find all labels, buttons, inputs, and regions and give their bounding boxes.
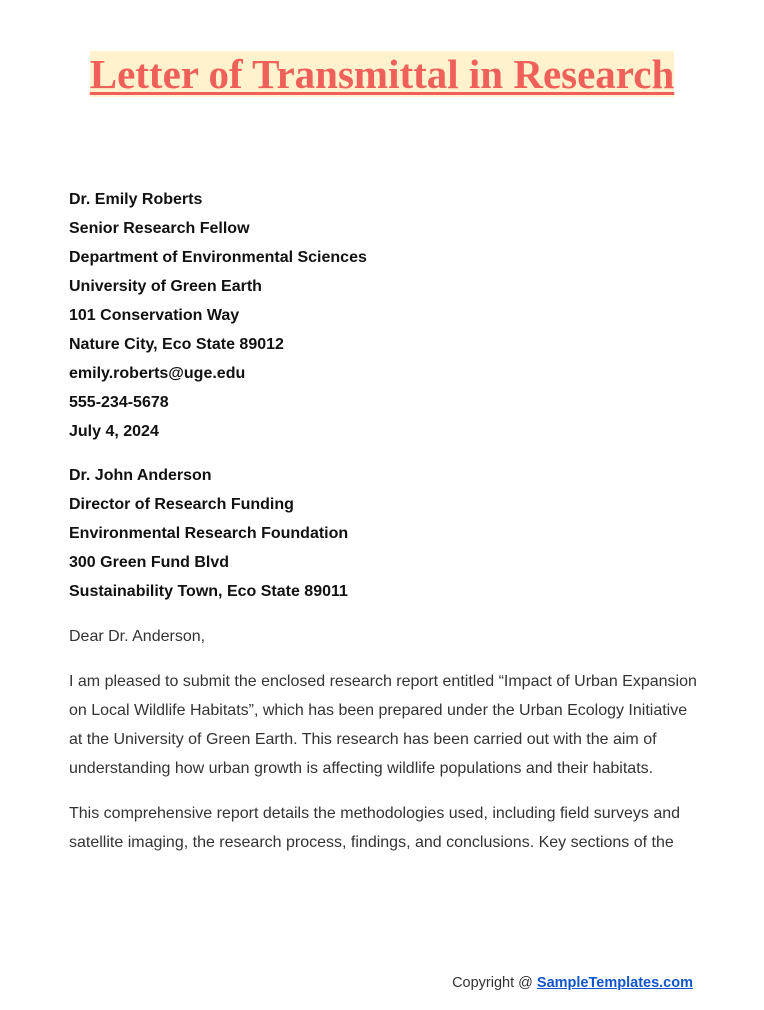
recipient-block [69, 461, 699, 606]
sender-city: Nature City, Eco State 89012 [69, 336, 284, 353]
recipient-position: Director of Research Funding [69, 496, 294, 513]
sender-email: emily.roberts@uge.edu [69, 365, 246, 382]
body-paragraph: This comprehensive report details the methodologies used, including field surveys and satellite imaging, the research process, findings, and conclusions. Key sections of the [69, 805, 681, 851]
letter-body [69, 185, 699, 857]
sender-department: Department of Environmental Sciences [69, 249, 367, 266]
sender-institution: University of Green Earth [69, 278, 262, 295]
recipient-name: Dr. John Anderson [69, 467, 212, 484]
recipient-city: Sustainability Town, Eco State 89011 [69, 583, 348, 600]
title-container [0, 50, 764, 99]
body-paragraph: I am pleased to submit the enclosed research report entitled “Impact of Urban Expansion on Local Wildlife Habitats”, which has been prepared under the Urban Ecology Initiative at the University of Green Earth. This research has been carried out with the aim of understanding how urban growth is affecting wildlife populations and their habitats. [69, 673, 697, 777]
recipient-organization: Environmental Research Foundation [69, 525, 349, 542]
sender-phone: 555-234-5678 [69, 394, 169, 411]
sender-street: 101 Conservation Way [69, 307, 240, 324]
salutation: Dear Dr. Anderson, [69, 628, 206, 645]
document-title: Letter of Transmittal in Research [89, 51, 675, 97]
recipient-street: 300 Green Fund Blvd [69, 554, 230, 571]
copyright-prefix: Copyright @ [452, 975, 537, 991]
copyright-footer [452, 973, 693, 993]
sampletemplates-link[interactable]: SampleTemplates.com [536, 975, 693, 991]
sender-position: Senior Research Fellow [69, 220, 250, 237]
sender-block [69, 185, 699, 446]
sender-name: Dr. Emily Roberts [69, 191, 203, 208]
letter-date: July 4, 2024 [69, 423, 159, 440]
